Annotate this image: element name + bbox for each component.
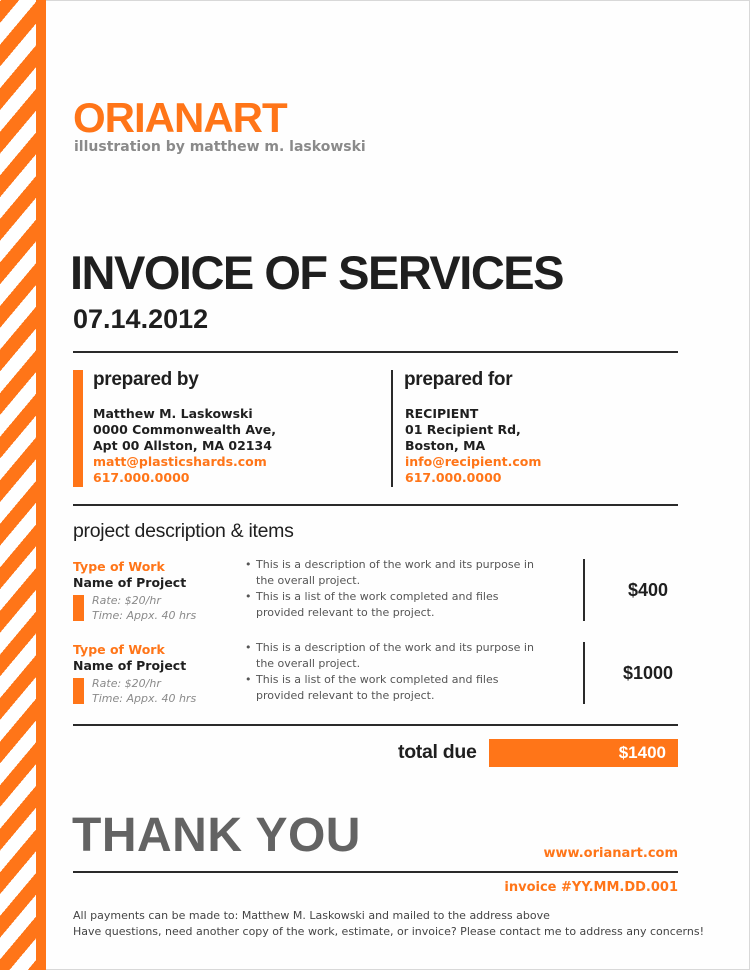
line-item-price: $1000 [622, 663, 674, 683]
decorative-stripe-edge [36, 0, 46, 970]
line-item-price: $400 [627, 580, 669, 600]
prepared-by-address-line1: 0000 Commonwealth Ave, [93, 422, 277, 437]
rate-text: Rate: $20/hr [92, 677, 161, 690]
divider [73, 724, 678, 726]
brand-tagline: illustration by matthew m. laskowski [74, 139, 366, 155]
project-name: Name of Project [73, 658, 187, 673]
total-due-box [489, 739, 678, 767]
line-item-description [245, 557, 545, 621]
project-heading: project description & items [73, 520, 294, 542]
time-text: Time: Appx. 40 hrs [92, 609, 197, 622]
prepared-by-name: Matthew M. Laskowski [93, 406, 253, 421]
line-item-info [73, 559, 233, 623]
prepared-by-accent-bar [73, 370, 83, 487]
prepared-by-heading: prepared by [93, 369, 199, 390]
prepared-by-address-line2: Apt 00 Allston, MA 02134 [93, 438, 272, 453]
divider [73, 504, 678, 506]
price-divider [583, 642, 585, 704]
rate-accent-bar [73, 595, 84, 621]
prepared-for-address-line1: 01 Recipient Rd, [405, 422, 521, 437]
prepared-for-heading: prepared for [404, 369, 513, 390]
invoice-number: invoice #YY.MM.DD.001 [504, 880, 678, 895]
column-divider [391, 370, 393, 487]
work-type: Type of Work [73, 642, 165, 657]
time-text: Time: Appx. 40 hrs [92, 692, 197, 705]
prepared-for-name: RECIPIENT [405, 406, 479, 421]
prepared-by-email-link[interactable]: matt@plasticshards.com [93, 454, 267, 469]
line-item-info [73, 642, 233, 706]
total-due-label: total due [398, 741, 477, 763]
line-item-description [245, 640, 545, 704]
rate-accent-bar [73, 678, 84, 704]
description-bullet: • This is a list of the work completed and files provided relevant to the project. [245, 589, 545, 621]
prepared-for-email-link[interactable]: info@recipient.com [405, 454, 542, 469]
prepared-by-address [93, 406, 276, 486]
website-link[interactable]: www.orianart.com [543, 846, 678, 861]
project-name: Name of Project [73, 575, 187, 590]
prepared-for-address-line2: Boston, MA [405, 438, 486, 453]
price-divider [583, 559, 585, 621]
description-bullet: • This is a description of the work and its purpose in the overall project. [245, 640, 545, 672]
prepared-for-phone: 617.000.0000 [405, 470, 502, 485]
contact-note: Have questions, need another copy of the work, estimate, or invoice? Please contact me to address any concerns! [73, 925, 704, 938]
document-date: 07.14.2012 [73, 304, 209, 334]
total-due-amount: $1400 [618, 743, 666, 762]
prepared-by-phone: 617.000.0000 [93, 470, 190, 485]
description-bullet: • This is a description of the work and its purpose in the overall project. [245, 557, 545, 589]
thank-you-heading: THANK YOU [72, 809, 361, 862]
payment-note: All payments can be made to: Matthew M. Laskowski and mailed to the address above [73, 909, 550, 922]
document-title: INVOICE OF SERVICES [70, 246, 563, 299]
divider [73, 351, 678, 353]
brand-logo: ORIANART [73, 94, 287, 141]
prepared-for-address [405, 406, 541, 486]
divider [73, 871, 678, 873]
description-bullet: • This is a list of the work completed and files provided relevant to the project. [245, 672, 545, 704]
rate-text: Rate: $20/hr [92, 594, 161, 607]
work-type: Type of Work [73, 559, 165, 574]
